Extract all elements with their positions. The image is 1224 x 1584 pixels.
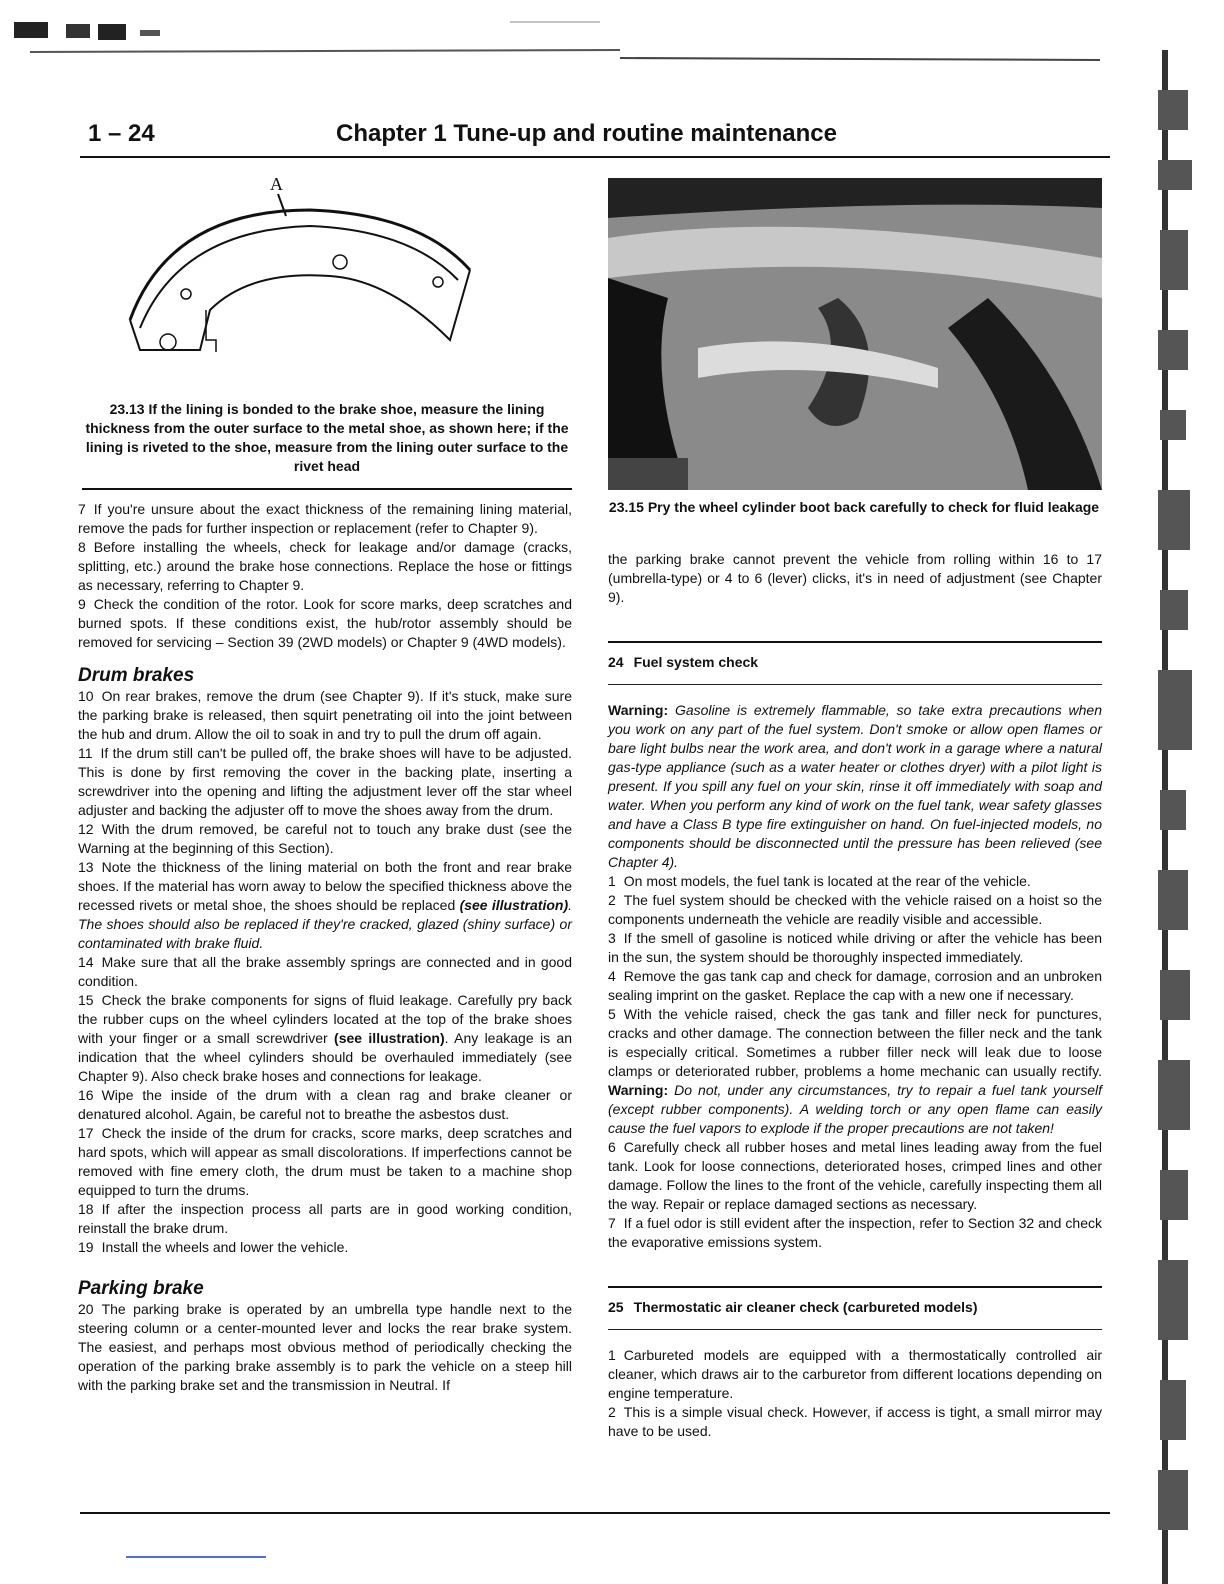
paragraph-11: 11 If the drum still can't be pulled off, the brake shoes will have to be adjusted. This is done by first removing the cover in the backing plate, inserting a screwdriver into the opening and lifting the adjustment lever off the star wheel adjuster and backing the adjuster off to move the shoes away from the drum. [78,745,572,818]
fuel-warning: Warning: Gasoline is extremely flammable, so take extra precautions when you work on any part of the fuel system. Don't smoke or allow open flames or bare light bulbs near the work area, and don't work in a garage where a natural gas-type appliance (such as a water heater or clothes dryer) with a pilot light is present. If you spill any fuel on your skin, rinse it off immediately with soap and water. When you perform any kind of work on the fuel tank, wear safety glasses and have a Class B type fire extinguisher on hand. On fuel-injected models, no components should be disconnected until the pressure has been relieved (see Chapter 4). [608,702,1102,870]
paragraph-13: 13 Note the thickness of the lining material on both the front and rear brake shoes. If the material has worn away to below the specified thickness above the recessed rivets or metal shoe, the shoes should be replaced (see illustration). The shoes should also be replaced if they're cracked, glazed (shiny surface) or contaminated with brake fluid. [78,859,572,951]
wheel-cylinder-photo [608,178,1102,490]
paragraph-19: 19 Install the wheels and lower the vehicle. [78,1239,349,1255]
scan-blue-mark [126,1556,266,1558]
page-bottom-rule [80,1512,1110,1514]
see-illustration-ref: (see illustration) [459,897,569,913]
paragraph-14: 14 Make sure that all the brake assembly springs are connected and in good condition. [78,954,572,989]
fuel-step-2: 2 The fuel system should be checked with the vehicle raised on a hoist so the components underneath the vehicle are readily visible and accessible. [608,892,1102,927]
right-column [608,550,1102,1441]
air-cleaner-step-2: 2 This is a simple visual check. However, if access is tight, a small mirror may have to be used. [608,1404,1102,1439]
paragraph-9: 9 Check the condition of the rotor. Look for score marks, deep scratches and burned spots. If these conditions exist, the hub/rotor assembly should be removed for servicing – Section 39 (2WD models) or Chapter 9 (4WD models). [78,596,572,650]
scan-top-edge [0,0,1224,70]
paragraph-10: 10 On rear brakes, remove the drum (see Chapter 9). If it's stuck, make sure the parking brake is released, then squirt penetrating oil into the joint between the hub and drum. Allow the oil to soak in and try to pull the drum off again. [78,688,572,742]
fuel-step-7: 7 If a fuel odor is still evident after the inspection, refer to Section 32 and check the evaporative emissions system. [608,1215,1102,1250]
fuel-step-6: 6 Carefully check all rubber hoses and metal lines leading away from the fuel tank. Look for loose connections, deteriorated hoses, crimped lines and other damage. Follow the lines to the front of the vehicle, carefully inspecting them all the way. Repair or replace damaged sections as necessary. [608,1139,1102,1212]
fuel-step-3: 3 If the smell of gasoline is noticed while driving or after the vehicle has been in the sun, the system should be thoroughly inspected immediately. [608,930,1102,965]
paragraph-20: 20 The parking brake is operated by an umbrella type handle next to the steering column or a center-mounted lever and locks the rear brake system. The easiest, and perhaps most obvious method of periodically checking the operation of the parking brake assembly is to park the vehicle on a steep hill with the parking brake set and the transmission in Neutral. If [78,1301,572,1393]
fuel-step-5: 5 With the vehicle raised, check the gas tank and filler neck for punctures, cracks and other damage. The connection between the filler neck and the tank is especially critical. Sometimes a rubber filler neck will leak due to loose clamps or deteriorated rubber, problems a home mechanic can usually rectify. Warning: Do not, under any circumstances, try to repair a fuel tank yourself (except rubber components). A welding torch or any open flame can easily cause the fuel vapors to explode if the proper precautions are not taken! [608,1006,1102,1136]
figure-caption-23-13: 23.13 If the lining is bonded to the brake shoe, measure the lining thickness from the outer surface to the metal shoe, as shown here; if the lining is riveted to the shoe, measure from the lining outer surface to the rivet head [85,401,569,474]
paragraph-7: 7 If you're unsure about the exact thickness of the remaining lining material, remove the pads for further inspection or replacement (refer to Chapter 9). [78,501,572,536]
paragraph-17: 17 Check the inside of the drum for cracks, score marks, deep scratches and hard spots, which will appear as small discolorations. If imperfections cannot be removed with fine emery cloth, the drum must be taken to a machine shop equipped to turn the drums. [78,1125,572,1198]
page-number: 1 – 24 [88,120,155,147]
section-24-heading: 24 Fuel system check [608,641,1102,685]
fuel-step-4: 4 Remove the gas tank cap and check for damage, corrosion and an unbroken sealing imprint on the gasket. Replace the cap with a new one if necessary. [608,968,1102,1003]
figure-caption-23-15: 23.15 Pry the wheel cylinder boot back carefully to check for fluid leakage [608,499,1100,515]
paragraph-16: 16 Wipe the inside of the drum with a clean rag and brake cleaner or denatured alcohol. Again, be careful not to breathe the asbestos dust. [78,1087,572,1122]
scan-right-edge [1154,50,1224,1584]
warning-label: Warning: [608,1082,669,1098]
air-cleaner-step-1: 1 Carbureted models are equipped with a thermostatically controlled air cleaner, which draws air to the carburetor from different locations depending on engine temperature. [608,1347,1102,1401]
paragraph-15: 15 Check the brake components for signs of fluid leakage. Carefully pry back the rubber cups on the wheel cylinders located at the top of the brake shoes with your finger or a small screwdriver (see illustration). Any leakage is an indication that the wheel cylinders should be overhauled immediately (see Chapter 9). Also check brake hoses and connections for leakage. [78,992,572,1084]
divider [82,488,572,490]
paragraph-18: 18 If after the inspection process all parts are in good working condition, reinstall the brake drum. [78,1201,572,1236]
subheading-drum-brakes: Drum brakes [78,665,195,686]
warning-label: Warning: [608,702,669,718]
page-header [80,120,1110,158]
brake-shoe-illustration [110,170,510,390]
left-column [78,500,572,1395]
chapter-title: Chapter 1 Tune-up and routine maintenance [336,120,837,147]
paragraph-12: 12 With the drum removed, be careful not to touch any brake dust (see the Warning at the beginning of this Section). [78,821,572,856]
paragraph-8: 8 Before installing the wheels, check for leakage and/or damage (cracks, splitting, etc.) around the brake hose connections. Replace the hose or fittings as necessary, referring to Chapter 9. [78,539,572,593]
fuel-step-1: 1 On most models, the fuel tank is located at the rear of the vehicle. [608,873,1031,889]
section-25-heading: 25 Thermostatic air cleaner check (carbureted models) [608,1286,1102,1330]
see-illustration-ref: (see illustration) [334,1030,445,1046]
paragraph-20-continued: the parking brake cannot prevent the vehicle from rolling within 16 to 17 (umbrella-type) or 4 to 6 (lever) clicks, it's in need of adjustment (see Chapter 9). [608,551,1102,605]
figure-label-a: A [270,174,283,194]
subheading-parking-brake: Parking brake [78,1278,204,1299]
